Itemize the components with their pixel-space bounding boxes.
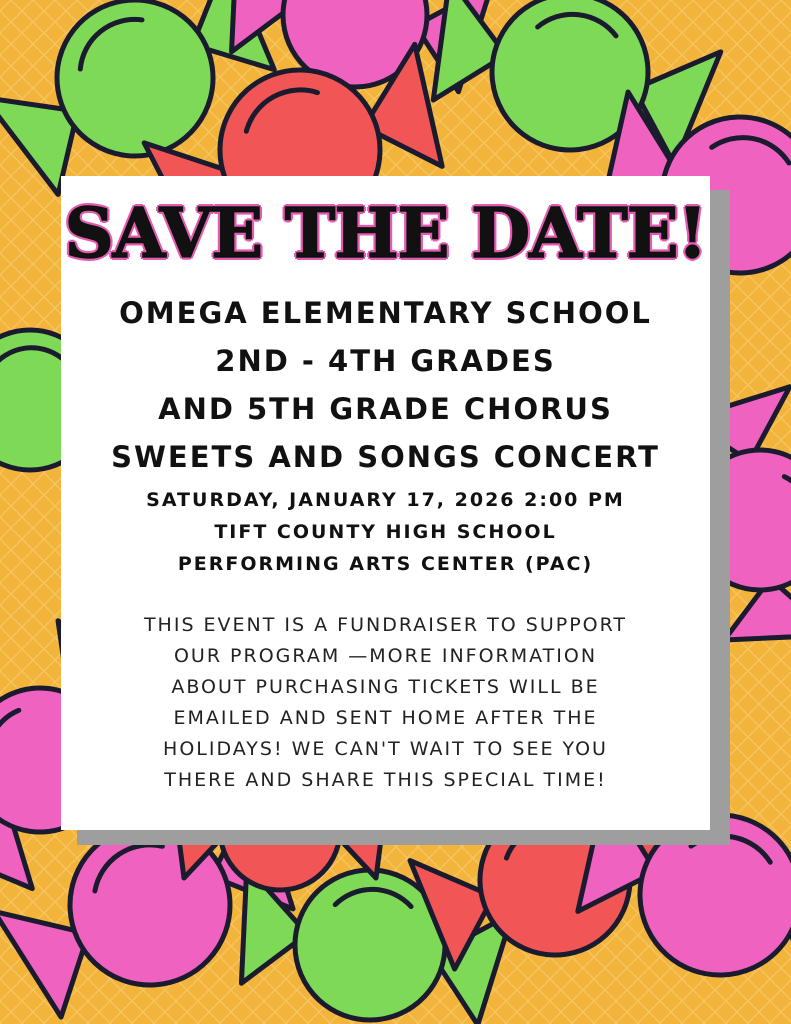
flyer-card <box>61 176 710 830</box>
description-line: ABOUT PURCHASING TICKETS WILL BE <box>171 676 600 698</box>
description-line: HOLIDAYS! WE CAN'T WAIT TO SEE YOU <box>163 738 608 760</box>
venue-name: TIFT COUNTY HIGH SCHOOL <box>214 521 557 543</box>
school-name: OMEGA ELEMENTARY SCHOOL <box>119 296 652 330</box>
event-date-time: SATURDAY, JANUARY 17, 2026 2:00 PM <box>146 489 625 511</box>
save-the-date-title: SAVE THE DATE! <box>64 194 707 274</box>
description-line: THERE AND SHARE THIS SPECIAL TIME! <box>164 769 607 791</box>
description-line: THIS EVENT IS A FUNDRAISER TO SUPPORT <box>143 614 628 636</box>
concert-name: SWEETS AND SONGS CONCERT <box>111 440 660 474</box>
event-description <box>101 610 670 796</box>
venue-detail: PERFORMING ARTS CENTER (PAC) <box>177 553 594 575</box>
description-line: OUR PROGRAM —MORE INFORMATION <box>173 645 598 667</box>
description-line: EMAILED AND SENT HOME AFTER THE <box>173 707 598 729</box>
grades-line: 2ND - 4TH GRADES <box>215 344 556 378</box>
chorus-line: AND 5TH GRADE CHORUS <box>158 392 613 426</box>
